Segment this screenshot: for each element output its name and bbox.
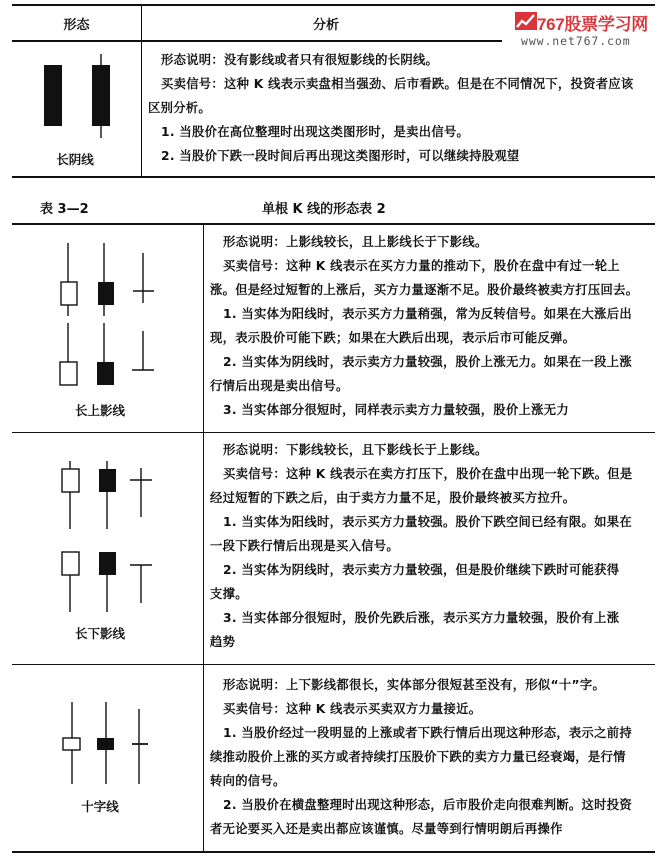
- text-line: 一段下跌行情后出现是买入信号。: [210, 539, 399, 553]
- text-line: 买卖信号：这种 K 线表示在买方力量的推动下，股价在盘中有过一轮上: [223, 259, 620, 273]
- table1-header-analysis: 分析: [312, 18, 339, 33]
- text-line: 1. 当实体为阳线时，表示买方力量较强。股价下跌空间已经有限。如果在: [223, 515, 632, 529]
- text-line: 涨。但是经过短暂的上涨后，买方力量逐渐不足。股价最终被卖方打压回去。: [210, 283, 639, 297]
- text-line: 形态说明：上影线较长，且上影线长于下影线。: [223, 235, 488, 249]
- text-line: 买卖信号：这种 K 线表示卖盘相当强劲、后市看跌。但是在不同情况下，投资者应该: [161, 77, 634, 91]
- text-line: 买卖信号：这种 K 线表示在卖方打压下，股价在盘中出现一轮下跌。但是: [223, 467, 633, 481]
- bearish-candle-body: [98, 282, 114, 305]
- doji-cross-candles: [55, 700, 165, 790]
- table2-row1-analysis: [210, 230, 655, 422]
- watermark-title: 767股票学习网: [537, 15, 648, 34]
- table1-header-form: 形态: [63, 18, 90, 33]
- text-line: 行情后出现是卖出信号。: [210, 379, 349, 393]
- row-label: 长上影线: [74, 403, 125, 418]
- chart-trend-icon: [515, 12, 537, 30]
- text-line: 3. 当实体部分很短时，股价先跌后涨，表示买方力量较强，股价有上涨: [223, 611, 620, 625]
- text-line: 2. 当实体为阴线时，表示卖方力量较强，但是股价继续下跌时可能获得: [223, 563, 620, 577]
- text-line: 2. 当股价在横盘整理时出现这种形态，后市股价走向很难判断。这时投资: [223, 798, 632, 812]
- long-lower-shadow-candles: [55, 458, 165, 618]
- table2-top-rule: [12, 223, 655, 225]
- bearish-candle-body: [99, 552, 116, 575]
- text-line: 趋势: [210, 635, 236, 649]
- table1-header-rule: [12, 40, 502, 42]
- text-line: 2. 当实体为阴线时，表示卖方力量较强，股价上涨无力。如果在一段上涨: [223, 355, 632, 369]
- text-line: 者无论要买入还是卖出都应该谨慎。尽量等到行情明朗后再操作: [210, 822, 563, 836]
- table1-analysis: [148, 48, 653, 168]
- table2-row-rule: [12, 664, 655, 665]
- text-line: 形态说明：上下影线都很长，实体部分很短甚至没有，形似“十”字。: [223, 678, 606, 692]
- text-line: 区别分析。: [148, 101, 211, 115]
- text-line: 现，表示股价可能下跌；如果在大跌后出现，表示后市可能反弹。: [210, 331, 576, 345]
- text-line: 买卖信号：这种 K 线表示买卖双方力量接近。: [223, 702, 482, 716]
- bearish-candle-body: [92, 65, 110, 126]
- text-line: 1. 当股价经过一段明显的上涨或者下跌行情后出现这种形态，表示之前持: [223, 726, 632, 740]
- row-label: 长阴线: [56, 152, 94, 167]
- bearish-candle-body: [44, 65, 62, 126]
- table1-top-rule: [12, 4, 655, 6]
- text-line: 转向的信号。: [210, 774, 286, 788]
- table2-number: 表 3—2: [40, 202, 89, 217]
- bullish-candle-body: [60, 362, 77, 385]
- bearish-candle-body: [97, 362, 114, 385]
- table2-bottom-rule: [12, 851, 655, 853]
- text-line: 形态说明：没有影线或者只有很短影线的长阴线。: [161, 53, 439, 67]
- text-line: 1. 当股价在高位整理时出现这类图形时，是卖出信号。: [161, 125, 470, 139]
- watermark-logo: [507, 10, 661, 50]
- long-bearish-candles: [30, 52, 120, 142]
- row-label: 长下影线: [74, 626, 125, 641]
- bearish-candle-body: [97, 738, 114, 750]
- text-line: 支撑。: [210, 587, 248, 601]
- bullish-candle-body: [61, 282, 77, 305]
- text-line: 形态说明：下影线较长，且下影线长于上影线。: [223, 443, 488, 457]
- table2-column-divider: [203, 224, 204, 852]
- table2-row2-analysis: [210, 438, 655, 654]
- text-line: 经过短暂的下跌之后，由于卖方力量不足，股价最终被买方拉升。: [210, 491, 576, 505]
- text-line: 1. 当实体为阳线时，表示买方力量稍强，常为反转信号。如果在大涨后出: [223, 307, 632, 321]
- watermark-url: www.net767.com: [521, 34, 631, 48]
- text-line: 3. 当实体部分很短时，同样表示卖方力量较强，股价上涨无力: [223, 403, 569, 417]
- row-label: 十字线: [81, 799, 119, 814]
- table1-bottom-rule: [12, 176, 655, 178]
- text-line: 续推动股价上涨的买方或者持续打压股价下跌的卖方力量已经衰竭，是行情: [210, 750, 626, 764]
- bullish-candle-body: [62, 552, 79, 575]
- bullish-candle-body: [63, 738, 80, 750]
- table2-row3-analysis: [210, 673, 655, 841]
- table2-row-rule: [12, 432, 655, 433]
- bearish-candle-body: [99, 469, 116, 492]
- table2-title: 单根 K 线的形态表 2: [262, 202, 386, 217]
- long-upper-shadow-candles: [55, 240, 165, 395]
- text-line: 2. 当股价下跌一段时间后再出现这类图形时，可以继续持股观望: [161, 149, 520, 163]
- bullish-candle-body: [62, 469, 79, 492]
